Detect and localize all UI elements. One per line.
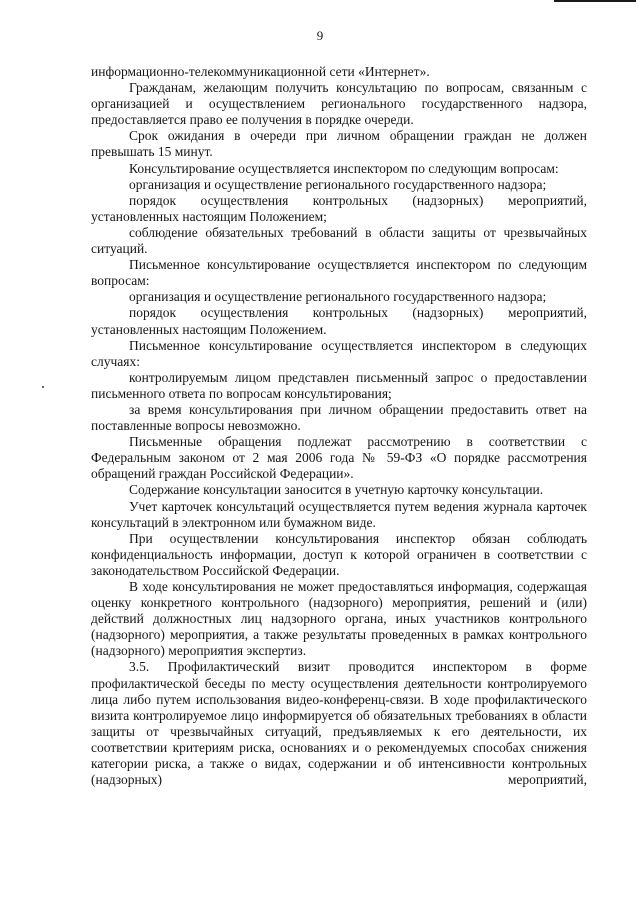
paragraph: Письменные обращения подлежат рассмотрению в соответствии с Федеральным законом от 2 мая 2006 года № 59-ФЗ «О порядке рассмотрения обращений граждан Российской Федерации». <box>91 434 587 482</box>
paragraph: Письменное консультирование осуществляется инспектором в следующих случаях: <box>91 337 587 369</box>
paragraph: контролируемым лицом представлен письменный запрос о предоставлении письменного ответа по вопросам консультирования; <box>91 369 587 401</box>
paragraph: Срок ожидания в очереди при личном обращении граждан не должен превышать 15 минут. <box>91 128 587 160</box>
paragraph: за время консультирования при личном обращении предоставить ответ на поставленные вопросы невозможно. <box>91 401 587 434</box>
paragraph: 3.5. Профилактический визит проводится инспектором в форме профилактической беседы по месту осуществления деятельности контролируемого лица либо путем использования видео-конференц-связи. В ходе профилактического визита контролируемое лицо информируется об обязательных требованиях в области защиты от чрезвычайных ситуаций, предъявляемых к его деятельности, их соответствии критериям риска, основаниях и о рекомендуемых способах снижения категории риска, а также о видах, содержании и об интенсивности контрольных (надзорных) мероприятий, <box>91 659 587 788</box>
paragraph: порядок осуществления контрольных (надзорных) мероприятий, установленных настоящим Положением; <box>91 192 587 224</box>
paragraph: Содержание консультации заносится в учетную карточку консультации. <box>129 482 544 498</box>
paragraph: Письменное консультирование осуществляется инспектором по следующим вопросам: <box>91 257 587 289</box>
page-number: 9 <box>316 28 324 43</box>
paragraph: Консультирование осуществляется инспектором по следующим вопросам: <box>129 160 559 176</box>
paragraph: информационно-телекоммуникационной сети «Интернет». <box>91 64 430 79</box>
paragraph: Учет карточек консультаций осуществляется путем ведения журнала карточек консультаций в электронном или бумажном виде. <box>91 498 587 530</box>
paragraph: организация и осуществление регионального государственного надзора; <box>129 289 547 305</box>
document-body <box>91 64 587 788</box>
paragraph: порядок осуществления контрольных (надзорных) мероприятий, установленных настоящим Положением. <box>91 305 587 337</box>
top-rule <box>554 0 636 2</box>
paragraph: соблюдение обязательных требований в области защиты от чрезвычайных ситуаций. <box>91 224 587 257</box>
paragraph: Гражданам, желающим получить консультацию по вопросам, связанным с организацией и осуществлением регионального государственного надзора, предоставляется право ее получения в порядке очереди. <box>91 80 587 128</box>
scan-speck <box>42 386 44 388</box>
paragraph: При осуществлении консультирования инспектор обязан соблюдать конфиденциальность информации, доступ к которой ограничен в соответствии с законодательством Российской Федерации. <box>91 530 587 578</box>
paragraph: В ходе консультирования не может предоставляться информация, содержащая оценку конкретного контрольного (надзорного) мероприятия, решений и (или) действий должностных лиц надзорного органа, иных участников контрольного (надзорного) мероприятия, а также результаты проведенных в рамках контрольного (надзорного) мероприятия экспертиз. <box>91 579 587 659</box>
paragraph: организация и осуществление регионального государственного надзора; <box>129 176 547 192</box>
